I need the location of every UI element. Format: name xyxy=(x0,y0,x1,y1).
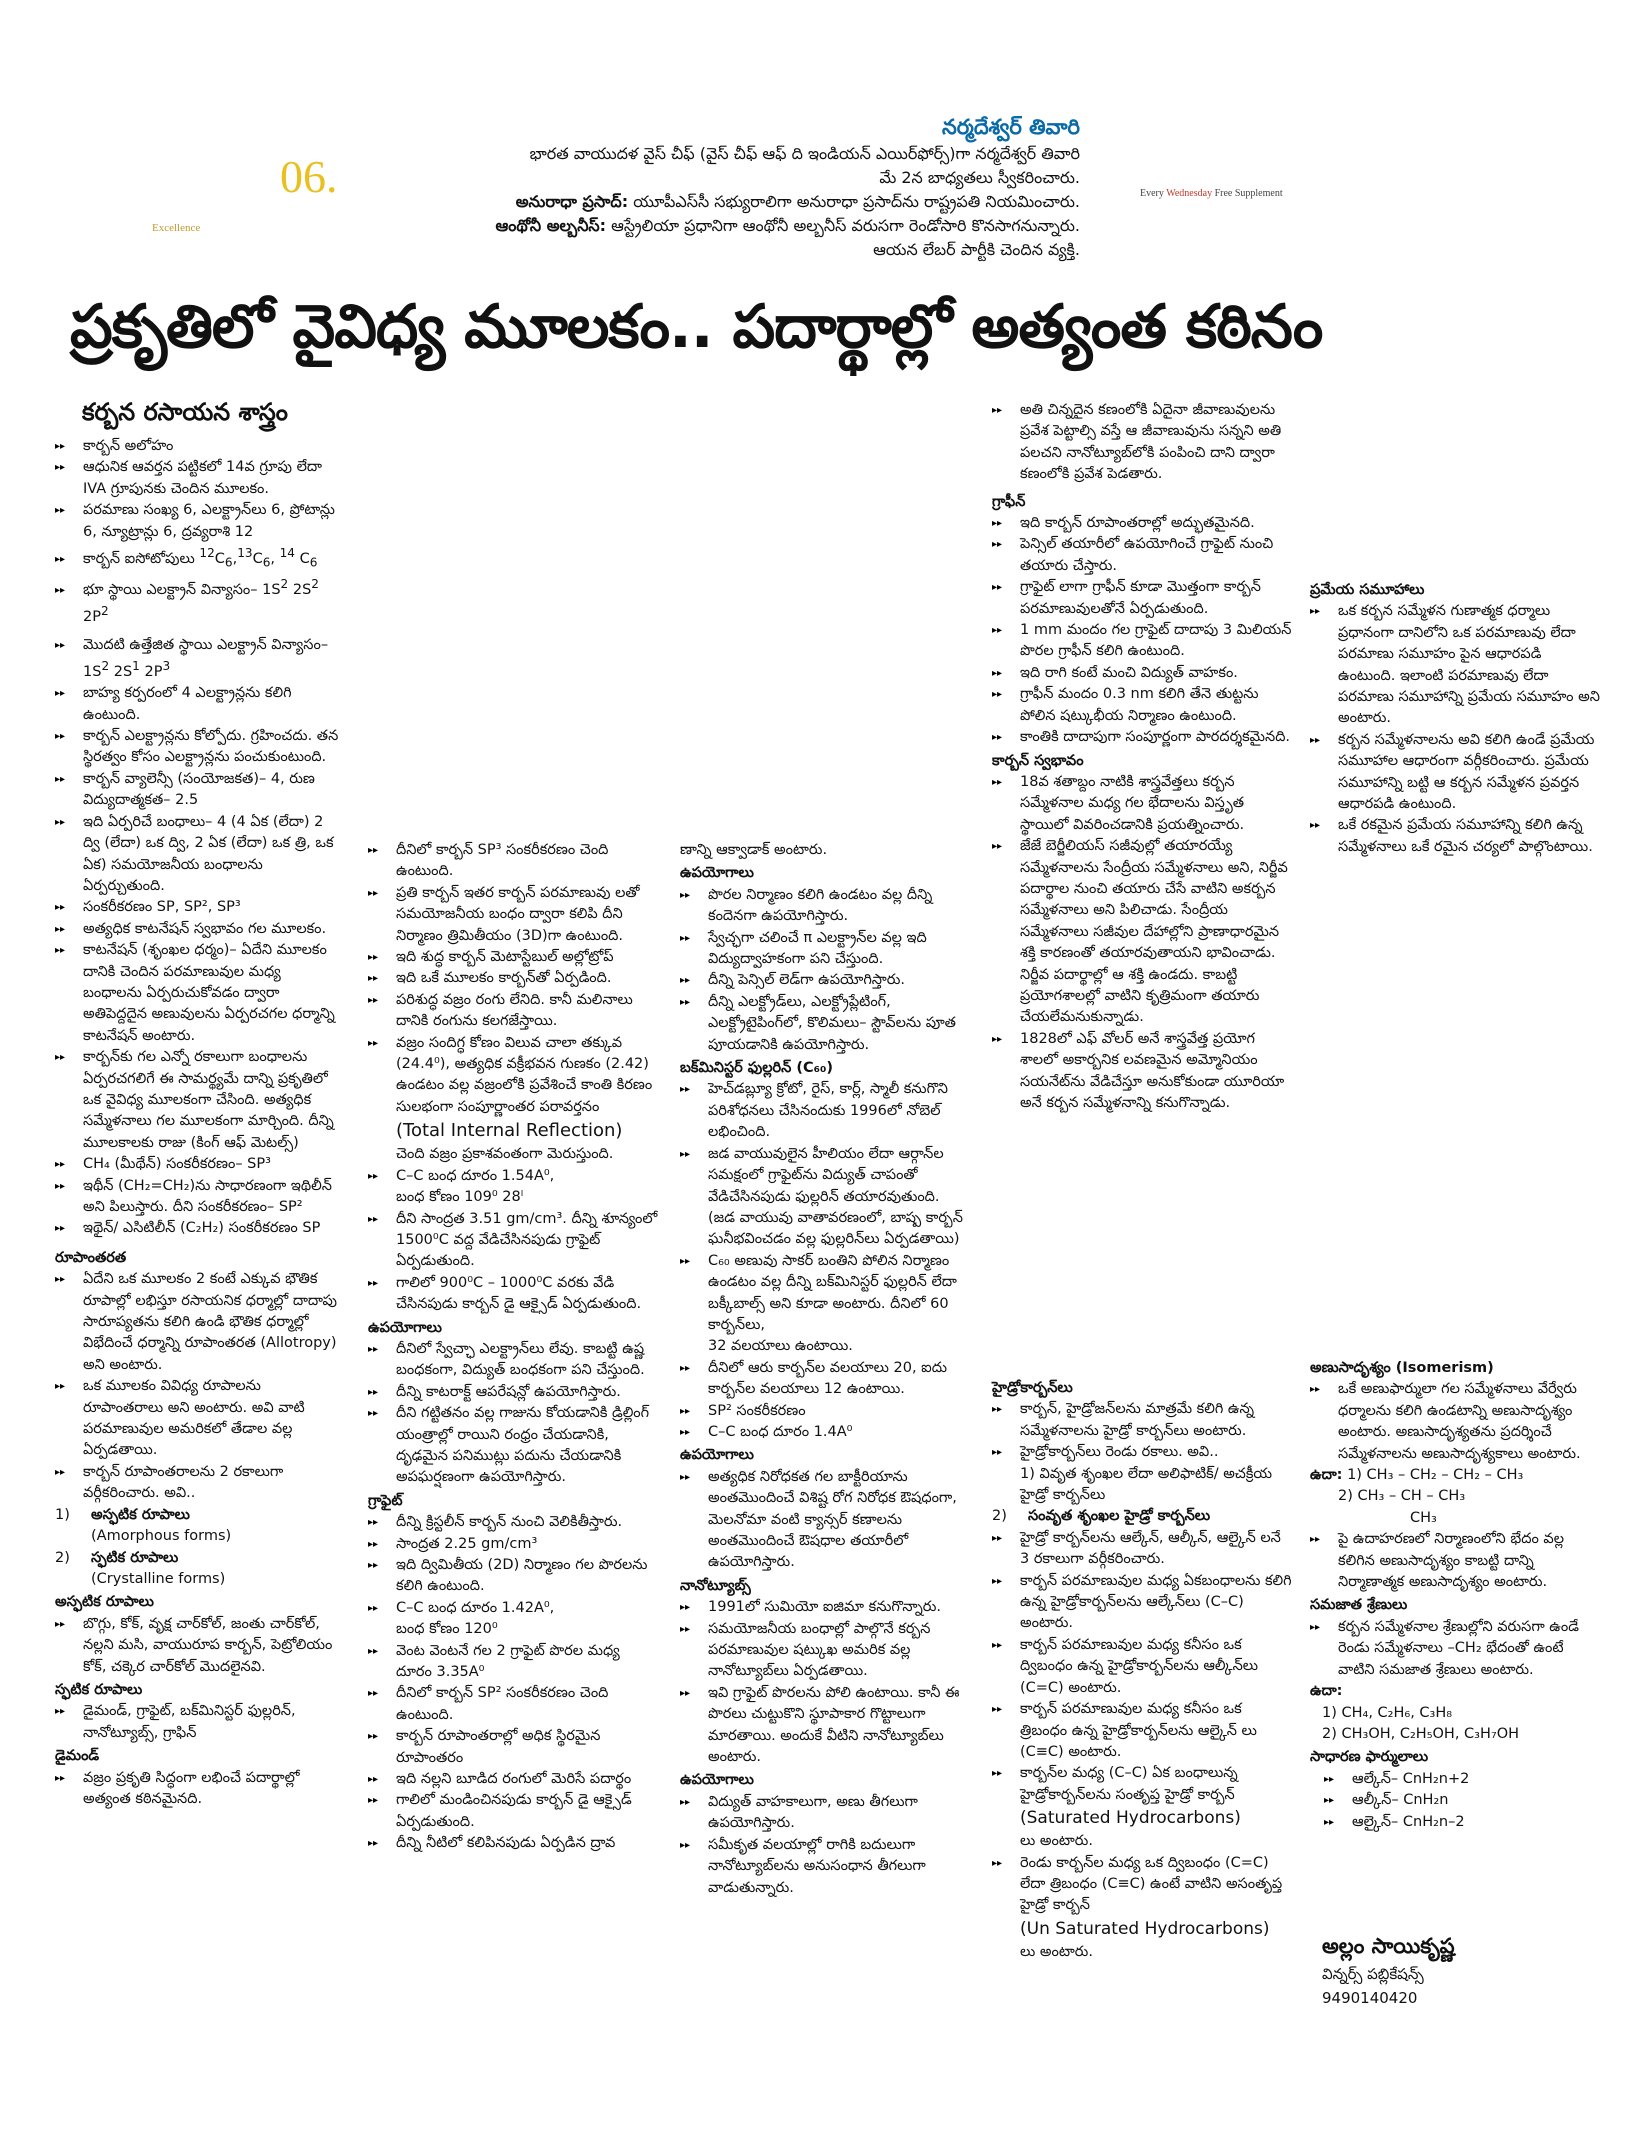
list-item: ▸▸ C₆₀ అణువు సాకర్ బంతిని పోలిన నిర్మాణం ఉండటం వల్ల దీన్ని బక్‌మినిస్టర్ ఫుల్లరిన్ లేదా బక్కీబాల్స్ అని కూడా అంటారు. దీనిలో 60 కార్బన్‌లు, xyxy=(680,1251,970,1337)
numbered-label: 1) xyxy=(55,1506,70,1523)
continuation: బంధ కోణం 109⁰ 28ˡ xyxy=(396,1189,524,1206)
author-credit xyxy=(1322,1930,1455,2010)
column-3 xyxy=(680,840,970,1899)
list-item: ▸▸ దీన్ని కాటరాక్ట్ ఆపరేషన్లో ఉపయోగిస్తారు. xyxy=(368,1382,658,1403)
list-item: ▸▸ C–C బంధ దూరం 1.4A⁰ xyxy=(680,1422,970,1443)
list-item: ▸▸ దీన్ని పెన్సిల్ లెడ్‌గా ఉపయోగిస్తారు. xyxy=(680,970,970,991)
list-item: ▸▸ కాంతికి దాదాపుగా సంపూర్ణంగా పారదర్శకమైనది. xyxy=(992,727,1292,748)
subheading-fullerene: బక్‌మినిస్టర్ ఫుల్లరిన్ (C₆₀) xyxy=(680,1060,833,1077)
list-item: ▸▸ ఒకే అణుఫార్ములా గల సమ్మేళనాలు వేర్వేరు ధర్మాలను కలిగి ఉండటాన్ని అణుసాదృశ్యం అంటారు. అణుసాదృశ్యతను ప్రదర్శించే సమ్మేళనాలను అణుసాదృశ్యకాలు అంటారు. xyxy=(1310,1379,1602,1465)
list-item: ▸▸ కర్బన సమ్మేళనాలను అవి కలిగి ఉండే ప్రమేయ సమూహాల ఆధారంగా వర్గీకరించారు. ప్రమేయ సమూహాన్ని బట్టి ఆ కర్బన సమ్మేళన ప్రవర్తన ఆధారపడి ఉంటుంది. xyxy=(1310,730,1602,816)
list-item: ▸▸ సాంద్రత 2.25 gm/cm³ xyxy=(368,1534,658,1555)
list-item: ▸▸ C–C బంధ దూరం 1.42A⁰, xyxy=(368,1598,658,1619)
subheading-isomerism: అణుసాదృశ్యం (Isomerism) xyxy=(1310,1360,1494,1376)
continuation: బంధ కోణం 120⁰ xyxy=(396,1621,498,1638)
numbered-label: 2) xyxy=(992,1508,1007,1525)
list-item: ▸▸ SP² సంకరీకరణం xyxy=(680,1401,970,1422)
author-organization: విన్నర్స్ పబ్లికేషన్స్ xyxy=(1322,1965,1424,1983)
list-item: ▸▸ అతి చిన్నదైన కణంలోకి ఏదైనా జీవాణువులను ప్రవేశ పెట్టాల్సి వస్తే ఆ జీవాణువును సన్నని అతి పలచని నానోట్యూబ్‌లోకి పంపించి దాని ద్వారా కణంలోకి ప్రవేశ పెడతారు. xyxy=(992,400,1292,486)
list-item: ▸▸ బొగ్గు, కోక్, వృక్ష చార్‌కోల్, జంతు చార్‌కోల్, నల్లని మసి, వాయురూప కార్బన్, పెట్రోలియం కోక్, చక్కెర చార్‌కోల్ మొదలైనవి. xyxy=(55,1614,340,1678)
numbered-text: అస్ఫటిక రూపాలు xyxy=(91,1506,190,1523)
list-item: ▸▸ పరిశుద్ధ వజ్రం రంగు లేనిది. కానీ మలినాలు దానికి రంగును కలగజేస్తాయి. xyxy=(368,990,658,1033)
list-item: ▸▸ హైడ్రోకార్బన్‌లు రెండు రకాలు. అవి.. xyxy=(992,1442,1292,1463)
subheading-nanotubes: నానోట్యూబ్స్ xyxy=(680,1577,751,1594)
list-item: ▸▸ కార్బన్ పరమాణువుల మధ్య ఏకబంధాలను కలిగి ఉన్న హైడ్రోకార్బన్‌లను ఆల్కేన్‌లు (C–C) అంటారు. xyxy=(992,1571,1292,1635)
list-item: ▸▸ హెచ్‌డబ్ల్యూ క్రోటో, రైస్, కార్ల్, స్మాలీ కనుగొని పరిశోధనలు చేసినందుకు 1996లో నోబెల్ లభించింది. xyxy=(680,1079,970,1143)
news-item-2-label: అనురాధా ప్రసాద్: xyxy=(515,192,629,211)
news-item-3-text: ఆస్ట్రేలియా ప్రధానిగా ఆంథోనీ అల్బనీస్ వరుసగా రెండోసారి కొనసాగనున్నారు. xyxy=(611,216,1080,235)
subheading-hydrocarbons: హైడ్రోకార్బన్‌లు xyxy=(992,1380,1073,1396)
list-item: ▸▸ ఇది రాగి కంటే మంచి విద్యుత్ వాహకం. xyxy=(992,663,1292,684)
news-item-2-text: యూపీఎస్‌సీ సభ్యురాలిగా అనురాధా ప్రసాద్‌ను రాష్ట్రపతి నియమించారు. xyxy=(633,192,1080,211)
list-item: ▸▸ దీనిలో కార్బన్ SP² సంకరీకరణం చెంది ఉంటుంది. xyxy=(368,1683,658,1726)
list-item: ▸▸ ఏదేని ఒక మూలకం 2 కంటే ఎక్కువ భౌతిక రూపాల్లో లభిస్తూ రసాయనిక ధర్మాల్లో దాదాపు సారూప్యతను కలిగి ఉండి భౌతిక ధర్మాల్లో విభేదించే ధర్మాన్ని రూపాంతరత (Allotropy) అని అంటారు. xyxy=(55,1269,340,1376)
list-item: ▸▸ హైడ్రో కార్బన్‌లను ఆల్కేన్, ఆల్కీన్, ఆల్కైన్ లనే 3 రకాలుగా వర్గీకరించారు. xyxy=(992,1528,1292,1571)
list-item: ▸▸ 18వ శతాబ్దం నాటికి శాస్త్రవేత్తలు కర్బన సమ్మేళనాల మధ్య గల భేదాలను విస్తృత స్థాయిలో వివరించడానికి ప్రయత్నించారు. xyxy=(992,772,1292,836)
list-item: ▸▸ కార్బన్‌కు గల ఎన్నో రకాలుగా బంధాలను ఏర్పరచగలిగే ఈ సామర్థ్యమే దాన్ని ప్రకృతిలో ఒక వైవిధ్య మూలకంగా చేసింది. అత్యధిక సమ్మేళనాలు గల మూలకంగా మార్చింది. దీన్ని మూలకాలకు రాజు (కింగ్ ఆఫ్ మెటల్స్) xyxy=(55,1047,340,1154)
list-item: ▸▸ సంకరీకరణం SP, SP², SP³ xyxy=(55,897,340,918)
list-item: ▸▸ కార్బన్ రూపాంతరాల్లో అధిక స్థిరమైన రూపాంతరం xyxy=(368,1726,658,1769)
list-item: ▸▸ వజ్రం సందిగ్ధ కోణం విలువ చాలా తక్కువ (24.4⁰), అత్యధిక వక్రీభవన గుణకం (2.42) ఉండటం వల్ల వజ్రంలోకి ప్రవేశించే కాంతి కిరణం సులభంగా సంపూర్ణాంతర పరావర్తనం xyxy=(368,1033,658,1119)
subheading-uses: ఉపయోగాలు xyxy=(680,865,754,882)
list-item: ▸▸ జడ వాయువులైన హీలియం లేదా ఆర్గాన్‌ల సమక్షంలో గ్రాఫైట్‌ను విద్యుత్ చాపంతో వేడిచేసినపుడు ఫుల్లరిన్ తయారవుతుంది. (జడ వాయువు వాతావరణంలో, బాష్ప కార్బన్ ఘనీభవించడం వల్ల ఫుల్లరిన్‌లు ఏర్పడతాయి) xyxy=(680,1144,970,1251)
list-item: ▸▸ దీన్ని క్రిస్టలీన్ కార్బన్ నుంచి వెలికితీస్తారు. xyxy=(368,1512,658,1533)
list-item: ▸▸ దీన్ని ఎలక్ట్రోడ్‌లు, ఎలక్ట్రోప్లేటింగ్, ఎలక్ట్రోటైపింగ్‌లో, కొలిమలు– స్టౌవ్‌లను పూత పూయడానికి ఉపయోగిస్తారు. xyxy=(680,992,970,1056)
example-formula: 2) CH₃OH, C₂H₅OH, C₃H₇OH xyxy=(1322,1725,1520,1742)
list-item: ▸▸ పై ఉదాహరణలో నిర్మాణంలోని భేదం వల్ల కలిగిన అణుసాదృశ్యం కాబట్టి దాన్ని నిర్మాణాత్మక అణుసాదృశ్యం అంటారు. xyxy=(1310,1529,1602,1593)
list-item: ▸▸ దీన్ని నీటిలో కలిపినపుడు ఏర్పడిన ద్రావ xyxy=(368,1833,658,1854)
list-item: ▸▸ ఇవి గ్రాఫైట్ పొరలను పోలి ఉంటాయి. కానీ ఈ పొరలు చుట్టుకొని స్థూపాకార గొట్టాలుగా మారతాయి. అందుకే వీటిని నానోట్యూబ్‌లు అంటారు. xyxy=(680,1683,970,1769)
list-item: ▸▸ దీని గట్టితనం వల్ల గాజును కోయడానికి డ్రిల్లింగ్ యంత్రాల్లో రాయిని రంధ్రం చేయడానికి, దృఢమైన పనిముట్లు పదును చేయడానికి అపఘర్షణంగా ఉపయోగిస్తారు. xyxy=(368,1403,658,1489)
list-item: ▸▸ ఇథీన్ (CH₂=CH₂)ను సాధారణంగా ఇథిలీన్ అని పిలుస్తారు. దీని సంకరీకరణం– SP² xyxy=(55,1176,340,1219)
column-5 xyxy=(1310,578,1602,858)
list-item: ▸▸ సమీకృత వలయాల్లో రాగికి బదులుగా నానోట్యూబ్‌లను అనుసంధాన తీగలుగా వాడుతున్నారు. xyxy=(680,1835,970,1899)
column-4-lower xyxy=(992,1376,1292,1963)
subheading-graphite: గ్రాఫైట్ xyxy=(368,1492,403,1509)
subheading-crystalline: స్ఫటిక రూపాలు xyxy=(55,1681,143,1698)
list-item: ▸▸ విద్యుత్ వాహకాలుగా, అణు తీగలుగా ఉపయోగిస్తారు. xyxy=(680,1792,970,1835)
list-item: ▸▸ కార్బన్ పరమాణువుల మధ్య కనీసం ఒక త్రిబంధం ఉన్న హైడ్రోకార్బన్‌లను ఆల్కైన్ లు (C≡C) అంటారు. xyxy=(992,1699,1292,1763)
column-5-lower xyxy=(1310,1356,1602,1833)
list-item: ▸▸ పెన్సిల్ తయారీలో ఉపయోగించే గ్రాఫైట్ నుంచి తయారు చేస్తారు. xyxy=(992,534,1292,577)
masthead-tagline: Excellence xyxy=(152,222,201,234)
author-phone: 9490140420 xyxy=(1322,1989,1418,2007)
subheading-uses: ఉపయోగాలు xyxy=(680,1772,754,1789)
list-item: ▸▸ రెండు కార్బన్‌ల మధ్య ఒక ద్విబంధం (C=C) లేదా త్రిబంధం (C≡C) ఉంటే వాటిని అసంతృప్త హైడ్రో కార్బన్ xyxy=(992,1853,1292,1917)
numbered-en: (Crystalline forms) xyxy=(91,1570,226,1587)
list-item: ▸▸ ఇది ఏర్పరిచే బంధాలు– 4 (4 ఏక (లేదా) 2 ద్వి (లేదా) ఒక ద్వి, 2 ఏక (లేదా) ఒక త్రి, ఒక ఏక) సమయోజనీయ బంధాలను ఏర్పర్చుతుంది. xyxy=(55,812,340,898)
list-item: ▸▸ భూ స్థాయి ఎలక్ట్రాన్ విన్యాసం– $1S^2$ $2S^2$ $2P^2$ xyxy=(55,574,340,628)
list-item: ▸▸ 1 mm మందం గల గ్రాఫైట్ దాదాపు 3 మిలియన్ పొరల గ్రాఫీన్ కలిగి ఉంటుంది. xyxy=(992,620,1292,663)
list-item: ▸▸ కార్బన్ ఎలక్ట్రాన్లను కోల్పోదు. గ్రహించదు. తన స్థిరత్వం కోసం ఎలక్ట్రాన్లను పంచుకుంటుంది. xyxy=(55,726,340,769)
supplement-prefix: Every xyxy=(1140,188,1164,199)
news-line-2: మే 2న బాధ్యతలు స్వీకరించారు. xyxy=(879,168,1080,187)
list-item: ▸▸ సమయోజనీయ బంధాల్లో పాల్గొనే కర్బన పరమాణువుల షట్కుఖ అమరిక వల్ల నానోట్యూబ్‌లు ఏర్పడతాయి. xyxy=(680,1619,970,1683)
formula-item: ▸▸ ఆల్కైన్– CnH₂n–2 xyxy=(1324,1812,1602,1833)
page-headline: ప్రకృతిలో వైవిధ్య మూలకం.. పదార్థాల్లో అత్యంత కఠినం xyxy=(70,292,1323,362)
column-4 xyxy=(992,400,1292,1114)
example-formula-branch: CH₃ xyxy=(1410,1509,1437,1526)
continuation: 32 వలయాలు ఉంటాయి. xyxy=(708,1338,853,1355)
list-item: ▸▸ కార్బన్ వ్యాలెన్సీ (సంయోజకత)– 4, రుణ విద్యుదాత్మకత– 2.5 xyxy=(55,769,340,812)
list-item: ▸▸ వెంట వెంటనే గల 2 గ్రాఫైట్ పొరల మధ్య దూరం 3.35A⁰ xyxy=(368,1641,658,1684)
english-term: (Un Saturated Hydrocarbons) xyxy=(1020,1918,1270,1939)
news-block xyxy=(490,112,1080,262)
continuation: చెంది వజ్రం ప్రకాశవంతంగా మెరుస్తుంది. xyxy=(396,1146,614,1163)
list-item: ▸▸ బాహ్య కర్పరంలో 4 ఎలక్ట్రాన్లను కలిగి ఉంటుంది. xyxy=(55,683,340,726)
list-item: ▸▸ ప్రతి కార్బన్ ఇతర కార్బన్ పరమాణువు లతో సమయోజనీయ బంధం ద్వారా కలిపి దీని నిర్మాణం త్రిమితీయం (3D)గా ఉంటుంది. xyxy=(368,883,658,947)
subheading-uses: ఉపయోగాలు xyxy=(368,1319,442,1336)
subheading-carbon-nature: కార్బన్ స్వభావం xyxy=(992,752,1084,769)
list-item: ▸▸ ఇథైన్/ ఎసిటిలీన్ (C₂H₂) సంకరీకరణం SP xyxy=(55,1218,340,1239)
list-item: ▸▸ C–C బంధ దూరం 1.54A⁰, xyxy=(368,1166,658,1187)
list-item: ▸▸ స్వేచ్ఛగా చలించే π ఎలక్ట్రాన్‌ల వల్ల ఇది విద్యుద్వాహకంగా పని చేస్తుంది. xyxy=(680,928,970,971)
list-item: ▸▸ దీని సాంద్రత 3.51 gm/cm³. దీన్ని శూన్యంలో 1500⁰C వద్ద వేడిచేసినపుడు గ్రాఫైట్ ఏర్పడుతుంది. xyxy=(368,1209,658,1273)
numbered-item xyxy=(55,1505,340,1526)
list-item: ▸▸ గ్రాఫీన్ మందం 0.3 nm కలిగి తేనె తుట్టను పోలిన షట్కుభీయ నిర్మాణం ఉంటుంది. xyxy=(992,684,1292,727)
list-item: ▸▸ కాటనేషన్ (శృంఖల ధర్మం)– ఏదేని మూలకం దానికి చెందిన పరమాణువుల మధ్య బంధాలను ఏర్పరుచుకోవడం ద్వారా అతిపెద్దదైన అణువులను ఏర్పరచగల ధర్మాన్ని కాటనేషన్ అంటారు. xyxy=(55,940,340,1047)
excited-config-label: మొదటి ఉత్తేజిత స్థాయి ఎలక్ట్రాన్ విన్యాసం– 1S xyxy=(83,636,329,680)
list-item: ▸▸ ఆధునిక ఆవర్తన పట్టికలో 14వ గ్రూపు లేదా IVA గ్రూపునకు చెందిన మూలకం. xyxy=(55,457,340,500)
subheading-diamond: డైమండ్ xyxy=(55,1748,100,1765)
example-formula: 2) CH₃ – CH – CH₃ xyxy=(1338,1488,1466,1505)
subheading-homologous: సమజాత శ్రేణులు xyxy=(1310,1597,1408,1614)
formula-item: ▸▸ ఆల్కీన్– CnH₂n xyxy=(1324,1790,1602,1811)
news-byline: నర్మదేశ్వర్ తివారి xyxy=(942,115,1080,139)
news-item-2 xyxy=(490,190,1080,214)
subheading-amorphous: అస్ఫటిక రూపాలు xyxy=(55,1594,154,1611)
formula-item: ▸▸ ఆల్కేన్– CnH₂n+2 xyxy=(1324,1769,1602,1790)
list-item: ▸▸ కార్బన్ పరమాణువుల మధ్య కనీసం ఒక ద్విబంధం ఉన్న హైడ్రోకార్బన్‌లను ఆల్కీన్‌లు (C=C) అంటారు. xyxy=(992,1635,1292,1699)
numbered-en: (Amorphous forms) xyxy=(91,1528,232,1545)
list-item: ▸▸ ఇది నల్లని బూడిద రంగులో మెరిసే పదార్థం xyxy=(368,1769,658,1790)
list-item: ▸▸ దీనిలో ఆరు కార్బన్‌ల వలయాలు 20, ఐదు కార్బన్‌ల వలయాలు 12 ఉంటాయి. xyxy=(680,1358,970,1401)
list-item: ▸▸ ఇది శుద్ధ కార్బన్ మెటాస్టేబుల్ అల్లోట్రోప్ xyxy=(368,947,658,968)
list-item: ▸▸ కార్బన్ రూపాంతరాలను 2 రకాలుగా వర్గీకరించారు. అవి.. xyxy=(55,1462,340,1505)
numbered-item xyxy=(55,1548,340,1569)
list-item: ▸▸ కార్బన్‌ల మధ్య (C–C) ఏక బంధాలున్న హైడ్రోకార్బన్‌లను సంతృప్త హైడ్రో కార్బన్ xyxy=(992,1763,1292,1806)
list-item: ▸▸ గ్రాఫైట్ లాగా గ్రాఫీన్ కూడా మొత్తంగా కార్బన్ పరమాణువులతోనే ఏర్పడుతుంది. xyxy=(992,577,1292,620)
continuation: ణాన్ని ఆక్వాడాక్ అంటారు. xyxy=(680,842,828,858)
list-item: ▸▸ 1991లో సుమియో ఐజిమా కనుగొన్నారు. xyxy=(680,1597,970,1618)
list-item: ▸▸ ఒక కర్బన సమ్మేళన గుణాత్మక ధర్మాలు ప్రధానంగా దానిలోని ఒక పరమాణువు లేదా పరమాణు సమూహం పైన ఆధారపడి ఉంటుంది. ఇలాంటి పరమాణువు లేదా పరమాణు సమూహాన్ని ప్రమేయ సమూహం అని అంటారు. xyxy=(1310,601,1602,729)
list-item: ▸▸ మొదటి ఉత్తేజిత స్థాయి ఎలక్ట్రాన్ విన్యాసం– $1S^2$ $2S^1$ $2P^3$ xyxy=(55,635,340,684)
list-item: ▸▸ వజ్రం ప్రకృతి సిద్ధంగా లభించే పదార్థాల్లో అత్యంత కఠినమైనది. xyxy=(55,1768,340,1811)
list-item: ▸▸ డైమండ్, గ్రాఫైట్, బక్‌మినిస్టర్ ఫుల్లరిన్, నానోట్యూబ్స్, గ్రాఫిన్ xyxy=(55,1701,340,1744)
subheading-general-formulae: సాధారణ ఫార్ములాలు xyxy=(1310,1749,1429,1766)
numbered-text: స్ఫటిక రూపాలు xyxy=(91,1549,179,1566)
subheading-allotropy: రూపాంతరత xyxy=(55,1249,127,1266)
column-1 xyxy=(55,436,340,1810)
list-item: ▸▸ ఇది కార్బన్ రూపాంతరాల్లో అద్భుతమైనది. xyxy=(992,513,1292,534)
section-title: కర్బన రసాయన శాస్త్రం xyxy=(82,398,288,426)
page-number: 06. xyxy=(280,151,338,202)
list-item: ▸▸ ఇది ఒకే మూలకం కార్బన్‌తో ఏర్పడింది. xyxy=(368,968,658,989)
list-item: ▸▸ ఇది ద్విమితీయ (2D) నిర్మాణం గల పొరలను కలిగి ఉంటుంది. xyxy=(368,1555,658,1598)
list-item: ▸▸ ఒక మూలకం వివిధ్య రూపాలను రూపాంతరాలు అని అంటారు. అవి వాటి పరమాణువుల అమరికలో తేడాల వల్ల ఏర్పడతాయి. xyxy=(55,1376,340,1462)
list-item: ▸▸ 1828లో ఎఫ్ వోలర్ అనే శాస్త్రవేత్త ప్రయోగ శాలలో అకార్బనిక లవణమైన అమ్మోనియం సయనేట్‌ను వేడిచేస్తూ అనుకోకుండా యూరియా అనే కర్బన సమ్మేళనాన్ని కనుగొన్నాడు. xyxy=(992,1029,1292,1115)
news-item-3 xyxy=(490,214,1080,238)
list-item: ▸▸ అత్యధిక కాటనేషన్ స్వభావం గల మూలకం. xyxy=(55,919,340,940)
numbered-item xyxy=(992,1506,1292,1527)
list-item: ▸▸ ఒకే రకమైన ప్రమేయ సమూహాన్ని కలిగి ఉన్న సమ్మేళనాలు ఒకే రమైన చర్యలో పాల్గొంటాయి. xyxy=(1310,815,1602,858)
example-line xyxy=(1310,1465,1602,1486)
news-line-5: ఆయన లేబర్ పార్టీకి చెందిన వ్యక్తి. xyxy=(873,240,1080,259)
continuation: లు అంటారు. xyxy=(1020,1833,1093,1850)
news-item-3-label: ఆంథోనీ అల్బనీస్: xyxy=(495,216,607,235)
list-item: ▸▸ జేజే బెర్జీలియస్ సజీవుల్లో తయారయ్యే సమ్మేళనాలను సేంద్రీయ సమ్మేళనాలు అని, నిర్జీవ పదార్థాల నుంచి తయారు చేసే వాటిని అకర్బన సమ్మేళనాలు అని పిలిచాడు. సేంద్రీయ సమ్మేళనాలు సజీవుల దేహాల్లోని ప్రాణాధారమైన శక్తి కారణంతో తయారవుతాయని భావించాడు. నిర్జీవ పదార్థాల్లో ఆ శక్తి ఉండదు. కాబట్టి ప్రయోగశాలల్లో వాటిని కృత్రిమంగా తయారు చేయలేమనుకున్నాడు. xyxy=(992,836,1292,1029)
list-item: ▸▸ కార్బన్ అలోహం xyxy=(55,436,340,457)
isotope-label: కార్బన్ ఐసోటోపులు xyxy=(83,550,195,567)
list-item: ▸▸ గాలిలో మండించినపుడు కార్బన్ డై ఆక్సైడ్ ఏర్పడుతుంది. xyxy=(368,1790,658,1833)
list-item: ▸▸ CH₄ (మీథేన్) సంకరీకరణం– SP³ xyxy=(55,1154,340,1175)
list-item: ▸▸ కార్బన్, హైడ్రోజన్‌లను మాత్రమే కలిగి ఉన్న సమ్మేళనాలను హైడ్రో కార్బన్‌లు అంటారు. xyxy=(992,1399,1292,1442)
numbered-text: సంవృత శృంఖల హైడ్రో కార్బన్‌లు xyxy=(1028,1508,1211,1525)
supplement-label xyxy=(1140,188,1283,199)
supplement-day: Wednesday xyxy=(1166,188,1213,199)
numbered-label: 2) xyxy=(55,1549,70,1566)
example-formula: 1) CH₃ – CH₂ – CH₂ – CH₃ xyxy=(1347,1467,1524,1484)
example-formula: 1) CH₄, C₂H₆, C₃H₈ xyxy=(1322,1704,1453,1721)
supplement-suffix: Free Supplement xyxy=(1214,188,1283,199)
column-2 xyxy=(368,840,658,1855)
list-item: ▸▸ అత్యధిక నిరోధకత గల బాక్టీరియాను అంతమొందించే విశిష్ట రోగ నిరోధక ఔషధంగా, మెలనోమా వంటి క్యాన్సర్ కణాలను అంతమొందించే ఔషధాల తయారీలో ఉపయోగిస్తారు. xyxy=(680,1467,970,1574)
subheading-functional-groups: ప్రమేయ సమూహాలు xyxy=(1310,582,1425,598)
list-item: ▸▸ కర్బన సమ్మేళనాల శ్రేణుల్లోని వరుసగా ఉండే రెండు సమ్మేళనాలు –CH₂ భేదంతో ఉంటే వాటిని సమజాత శ్రేణులు అంటారు. xyxy=(1310,1617,1602,1681)
subheading-graphene: గ్రాఫీన్ xyxy=(992,493,1026,510)
list-item: ▸▸ దీనిలో స్వేచ్ఛా ఎలక్ట్రాన్‌లు లేవు. కాబట్టి ఉష్ణ బంధకంగా, విద్యుత్ బంధకంగా పని చేస్తుంది. xyxy=(368,1339,658,1382)
ground-config-label: భూ స్థాయి ఎలక్ట్రాన్ విన్యాసం– 1S xyxy=(83,581,281,598)
continuation: 1) వివృత శృంఖల లేదా అలిఫాటిక్/ అచక్రీయ హైడ్రో కార్బన్‌లు xyxy=(1020,1465,1273,1504)
list-item: ▸▸ దీనిలో కార్బన్ SP³ సంకరీకరణం చెంది ఉంటుంది. xyxy=(368,840,658,883)
list-item: ▸▸ పొరల నిర్మాణం కలిగి ఉండటం వల్ల దీన్ని కందెనగా ఉపయోగిస్తారు. xyxy=(680,885,970,928)
english-term: (Saturated Hydrocarbons) xyxy=(1020,1808,1241,1829)
list-item: ▸▸ కార్బన్ ఐసోటోపులు $^{12}C_6,^{13}C_6$, $^{14}$ $C_6$ xyxy=(55,543,340,574)
author-name: అల్లం సాయికృష్ణ xyxy=(1322,1934,1455,1958)
list-item: ▸▸ పరమాణు సంఖ్య 6, ఎలక్ట్రాన్‌లు 6, ప్రోటాన్లు 6, న్యూట్రాన్లు 6, ద్రవ్యరాశి 12 xyxy=(55,500,340,543)
example-label: ఉదా: xyxy=(1310,1467,1343,1484)
english-term: (Total Internal Reflection) xyxy=(396,1120,623,1142)
news-line-1: భారత వాయుదళ వైస్ చీఫ్ (వైస్ చీఫ్ ఆఫ్ ది ఇండియన్ ఎయిర్‌ఫోర్స్)గా నర్మదేశ్వర్ తివారి xyxy=(529,144,1080,163)
subheading-uses: ఉపయోగాలు xyxy=(680,1447,754,1464)
continuation: లు అంటారు. xyxy=(1020,1943,1093,1960)
list-item: ▸▸ గాలిలో 900⁰C – 1000⁰C వరకు వేడి చేసినపుడు కార్బన్ డై ఆక్సైడ్ ఏర్పడుతుంది. xyxy=(368,1273,658,1316)
example-label: ఉదా: xyxy=(1310,1683,1343,1700)
